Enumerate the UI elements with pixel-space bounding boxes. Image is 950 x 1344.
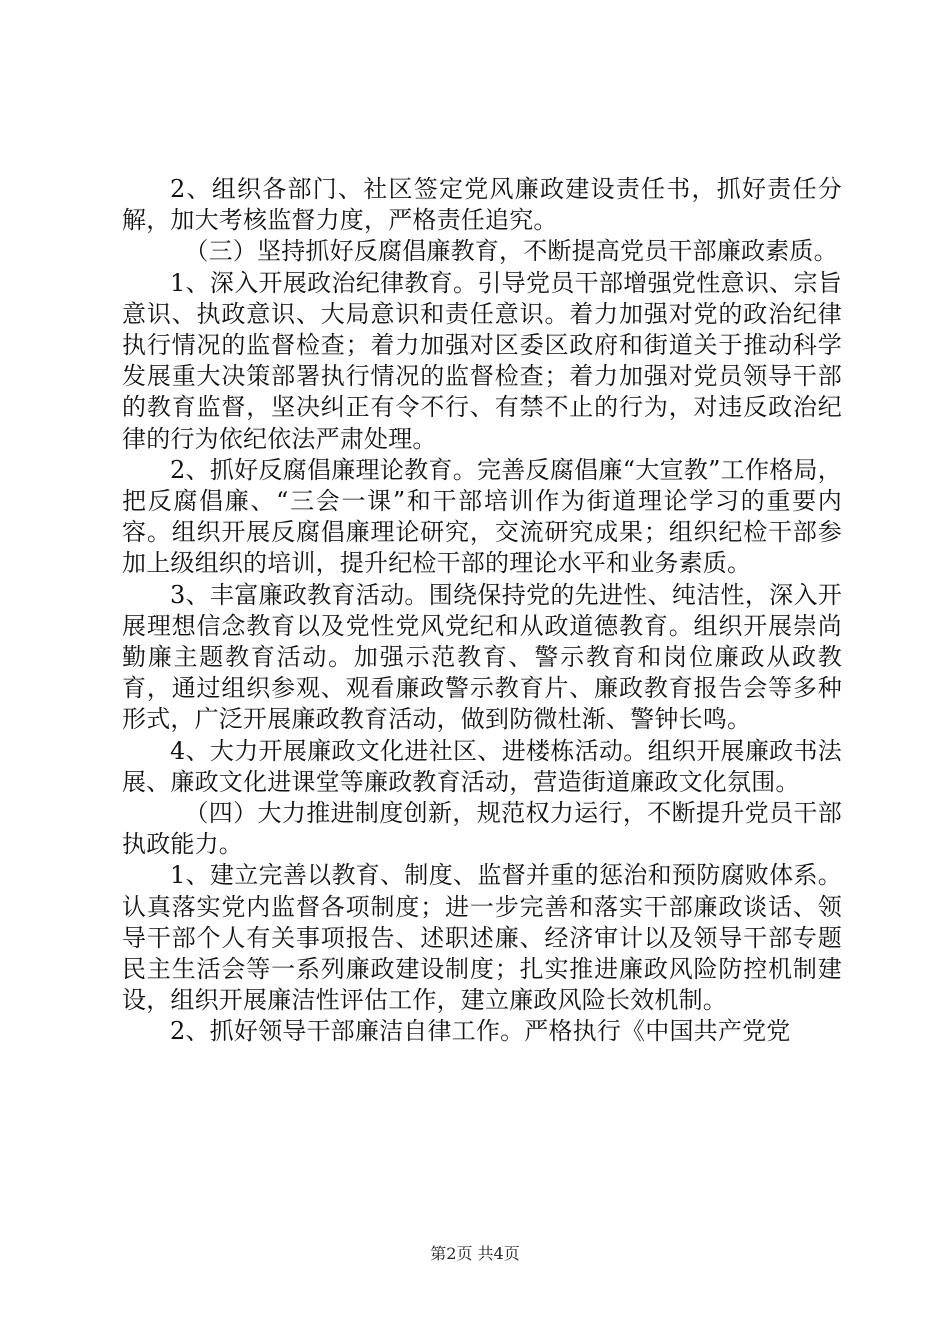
section-heading-anticorruption-education: （三）坚持抓好反腐倡廉教育，不断提高党员干部廉政素质。 <box>184 237 838 266</box>
paragraph-education-activities: 3、丰富廉政教育活动。围绕保持党的先进性、纯洁性，深入开展理想信念教育以及党性党风党纪和从政道德教育。组织开展崇尚勤廉主题教育活动。加强示范教育、警示教育和岗位廉政从政教育，通过组织参观、观看廉政警示教育片、廉政教育报告会等多种形式，广泛开展廉政教育活动，做到防微杜渐、警钟长鸣。 <box>122 580 842 734</box>
paragraph-self-discipline: 2、抓好领导干部廉洁自律工作。严格执行《中国共产党党 <box>170 1017 791 1046</box>
paragraph-responsibility-letter: 2、组织各部门、社区签定党风廉政建设责任书，抓好责任分解，加大考核监督力度，严格责任追究。 <box>122 175 842 235</box>
document-body <box>122 174 842 1048</box>
page-footer <box>0 1244 950 1264</box>
page-number-label: 第2页 共4页 <box>430 1244 520 1263</box>
paragraph-prevention-system: 1、建立完善以教育、制度、监督并重的惩治和预防腐败体系。认真落实党内监督各项制度；进一步完善和落实干部廉政谈话、领导干部个人有关事项报告、述职述廉、经济审计以及领导干部专题民主生活会等一系列廉政建设制度；扎实推进廉政风险防控机制建设，组织开展廉洁性评估工作，建立廉政风险长效机制。 <box>122 861 842 1015</box>
paragraph-culture-community: 4、大力开展廉政文化进社区、进楼栋活动。组织开展廉政书法展、廉政文化进课堂等廉政教育活动，营造街道廉政文化氛围。 <box>122 736 842 796</box>
paragraph-theory-education: 2、抓好反腐倡廉理论教育。完善反腐倡廉“大宣教”工作格局，把反腐倡廉、“三会一课”和干部培训作为街道理论学习的重要内容。组织开展反腐倡廉理论研究，交流研究成果；组织纪检干部参加上级组织的培训，提升纪检干部的理论水平和业务素质。 <box>122 455 842 578</box>
section-heading-system-innovation: （四）大力推进制度创新，规范权力运行，不断提升党员干部执政能力。 <box>122 799 842 859</box>
paragraph-political-discipline: 1、深入开展政治纪律教育。引导党员干部增强党性意识、宗旨意识、执政意识、大局意识和责任意识。着力加强对党的政治纪律执行情况的监督检查；着力加强对区委区政府和街道关于推动科学发展重大决策部署执行情况的监督检查；着力加强对党员领导干部的教育监督，坚决纠正有令不行、有禁不止的行为，对违反政治纪律的行为依纪依法严肃处理。 <box>122 268 842 453</box>
